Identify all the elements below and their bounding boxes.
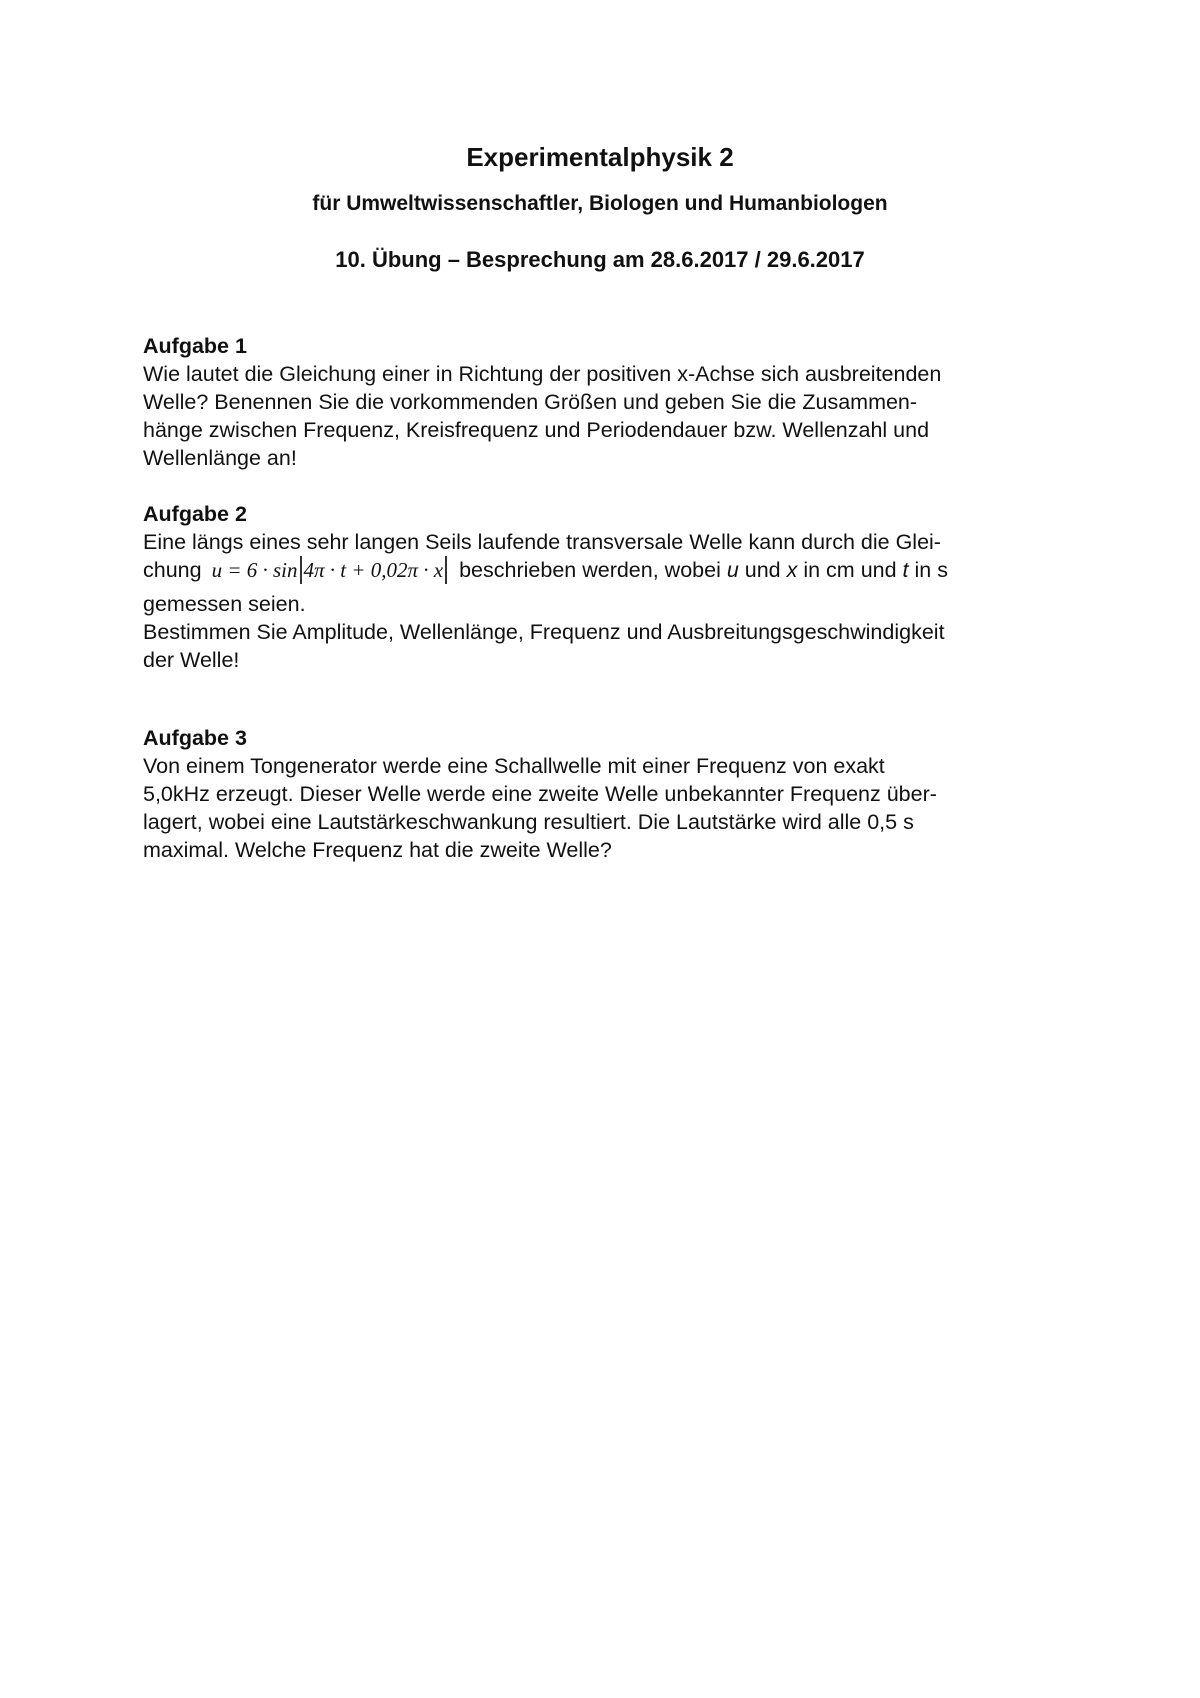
bracket-right-icon xyxy=(445,556,447,584)
variable-t: t xyxy=(902,558,909,582)
task-heading: Aufgabe 3 xyxy=(143,726,247,750)
task-2 xyxy=(143,500,1068,674)
task-text-fragment: beschrieben werden, wobei xyxy=(453,558,727,582)
task-text-fragment: chung xyxy=(143,558,208,582)
task-text-fragment: in cm und xyxy=(797,558,903,582)
task-3 xyxy=(143,724,1068,864)
task-text-fragment: und xyxy=(738,558,787,582)
task-heading: Aufgabe 2 xyxy=(143,502,247,526)
task-text-line: Welle? Benennen Sie die vorkommenden Größen und geben Sie die Zusammen- xyxy=(143,390,918,414)
task-text-line: Von einem Tongenerator werde eine Schallwelle mit einer Frequenz von exakt xyxy=(143,754,885,778)
task-text-line: Wie lautet die Gleichung einer in Richtung der positiven x-Achse sich ausbreitenden xyxy=(143,362,942,386)
task-heading: Aufgabe 1 xyxy=(143,334,247,358)
task-text-line: 5,0kHz erzeugt. Dieser Welle werde eine zweite Welle unbekannter Frequenz über- xyxy=(143,782,937,806)
task-text-line: Wellenlänge an! xyxy=(143,446,297,470)
page-title: Experimentalphysik 2 xyxy=(466,142,734,172)
task-text-line: lagert, wobei eine Lautstärkeschwankung resultiert. Die Lautstärke wird alle 0,5 s xyxy=(143,810,914,834)
task-formula-line xyxy=(143,556,1068,590)
task-text-line: maximal. Welche Frequenz hat die zweite Welle? xyxy=(143,838,612,862)
formula-left: u = 6 · sin xyxy=(211,558,298,582)
task-text-line: Bestimmen Sie Amplitude, Wellenlänge, Frequenz und Ausbreitungsgeschwindigkeit xyxy=(143,620,945,644)
formula-inner: 4π · t + 0,02π · x xyxy=(303,558,444,582)
variable-u: u xyxy=(726,558,739,582)
session-info: 10. Übung – Besprechung am 28.6.2017 / 29.6.2017 xyxy=(335,247,865,272)
wave-equation-formula xyxy=(208,556,454,584)
task-text-line: Eine längs eines sehr langen Seils laufende transversale Welle kann durch die Glei- xyxy=(143,530,941,554)
task-text-line: hänge zwischen Frequenz, Kreisfrequenz und Periodendauer bzw. Wellenzahl und xyxy=(143,418,930,442)
variable-x: x xyxy=(786,558,798,582)
page-subtitle: für Umweltwissenschaftler, Biologen und Humanbiologen xyxy=(312,192,888,215)
task-text-line: der Welle! xyxy=(143,648,240,672)
task-text-line: gemessen seien. xyxy=(143,592,306,616)
task-text-fragment: in s xyxy=(908,558,948,582)
task-1 xyxy=(143,332,1068,472)
bracket-left-icon xyxy=(300,556,302,584)
